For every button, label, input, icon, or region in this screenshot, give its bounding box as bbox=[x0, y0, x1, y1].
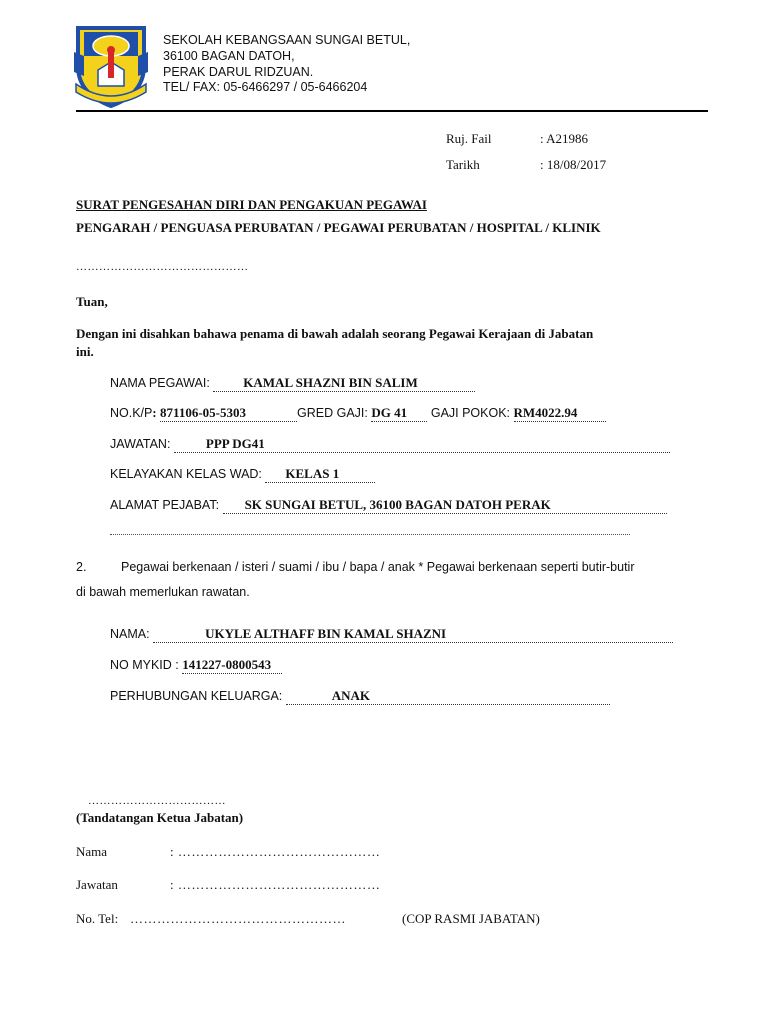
recipient-address-dots: ……………………………………… bbox=[76, 261, 249, 273]
gaji-label: GAJI POKOK: bbox=[430, 406, 511, 420]
nokp-value: 871106-05-5303 bbox=[160, 405, 297, 422]
school-name: SEKOLAH KEBANGSAAN SUNGAI BETUL, bbox=[163, 33, 411, 47]
jawatan-row bbox=[110, 436, 670, 453]
mykid-label: NO MYKID : bbox=[110, 658, 179, 672]
school-address-line1: 36100 BAGAN DATOH, bbox=[163, 49, 295, 63]
officer-name-label: NAMA PEGAWAI: bbox=[110, 376, 210, 390]
intro-line1: Dengan ini disahkan bahawa penama di bawah adalah seorang Pegawai Kerajaan di Jabatan bbox=[76, 326, 594, 341]
gred-value: DG 41 bbox=[371, 405, 427, 422]
sign-tel-value: ………………………………………… bbox=[130, 911, 346, 926]
relation-row bbox=[110, 688, 610, 705]
school-crest-icon bbox=[70, 22, 152, 108]
gred-label: GRED GAJI: bbox=[297, 406, 368, 420]
intro-line2: ini. bbox=[76, 344, 94, 359]
signature-caption: (Tandatangan Ketua Jabatan) bbox=[76, 810, 244, 825]
gaji-value: RM4022.94 bbox=[514, 405, 606, 422]
alamat-value: SK SUNGAI BETUL, 36100 BAGAN DATOH PERAK bbox=[223, 497, 667, 514]
officer-name-row bbox=[110, 375, 475, 392]
section2-number: 2. bbox=[76, 560, 87, 574]
salutation: Tuan, bbox=[76, 294, 108, 309]
patient-name-value: UKYLE ALTHAFF BIN KAMAL SHAZNI bbox=[153, 626, 673, 643]
sign-tel-label: No. Tel: bbox=[76, 911, 119, 926]
patient-name-label: NAMA: bbox=[110, 627, 150, 641]
alamat-row bbox=[110, 497, 667, 514]
kelas-label: KELAYAKAN KELAS WAD: bbox=[110, 467, 262, 481]
mykid-row bbox=[110, 657, 282, 674]
tarikh-value: : 18/08/2017 bbox=[540, 157, 607, 172]
official-stamp-label: (COP RASMI JABATAN) bbox=[402, 911, 540, 926]
kelas-value: KELAS 1 bbox=[265, 466, 375, 483]
jawatan-value: PPP DG41 bbox=[174, 436, 670, 453]
nokp-label: NO.K/P bbox=[110, 406, 153, 420]
recipient-line: PENGARAH / PENGUASA PERUBATAN / PEGAWAI PERUBATAN / HOSPITAL / KLINIK bbox=[76, 220, 601, 235]
signature-line: ……………………………… bbox=[88, 795, 226, 807]
tarikh-label: Tarikh bbox=[446, 157, 480, 172]
section2-line1: Pegawai berkenaan / isteri / suami / ibu / bapa / anak * Pegawai berkenaan seperti butir-butir bbox=[121, 560, 635, 574]
sign-nama-value: : ……………………………………… bbox=[170, 844, 381, 859]
relation-value: ANAK bbox=[286, 688, 610, 705]
kelas-row bbox=[110, 466, 375, 483]
sign-nama-label: Nama bbox=[76, 844, 108, 859]
school-address-line2: PERAK DARUL RIDZUAN. bbox=[163, 65, 314, 79]
sign-jawatan-value: : ……………………………………… bbox=[170, 877, 381, 892]
document-title: SURAT PENGESAHAN DIRI DAN PENGAKUAN PEGAWAI bbox=[76, 197, 427, 212]
officer-id-row: NO.K/P: 871106-05-5303 GRED GAJI: DG 41 GAJI POKOK: RM4022.94 bbox=[110, 405, 606, 422]
header-divider bbox=[76, 110, 708, 112]
alamat-label: ALAMAT PEJABAT: bbox=[110, 498, 220, 512]
ruj-label: Ruj. Fail bbox=[446, 131, 492, 146]
school-tel-fax: TEL/ FAX: 05-6466297 / 05-6466204 bbox=[163, 80, 368, 94]
alamat-continuation-line bbox=[110, 534, 630, 535]
sign-jawatan-label: Jawatan bbox=[76, 877, 118, 892]
ruj-value: : A21986 bbox=[540, 131, 589, 146]
section2-line2: di bawah memerlukan rawatan. bbox=[76, 585, 250, 599]
relation-label: PERHUBUNGAN KELUARGA: bbox=[110, 689, 283, 703]
patient-name-row bbox=[110, 626, 673, 643]
officer-name-value: KAMAL SHAZNI BIN SALIM bbox=[213, 375, 475, 392]
jawatan-label: JAWATAN: bbox=[110, 437, 171, 451]
mykid-value: 141227-0800543 bbox=[182, 657, 282, 674]
